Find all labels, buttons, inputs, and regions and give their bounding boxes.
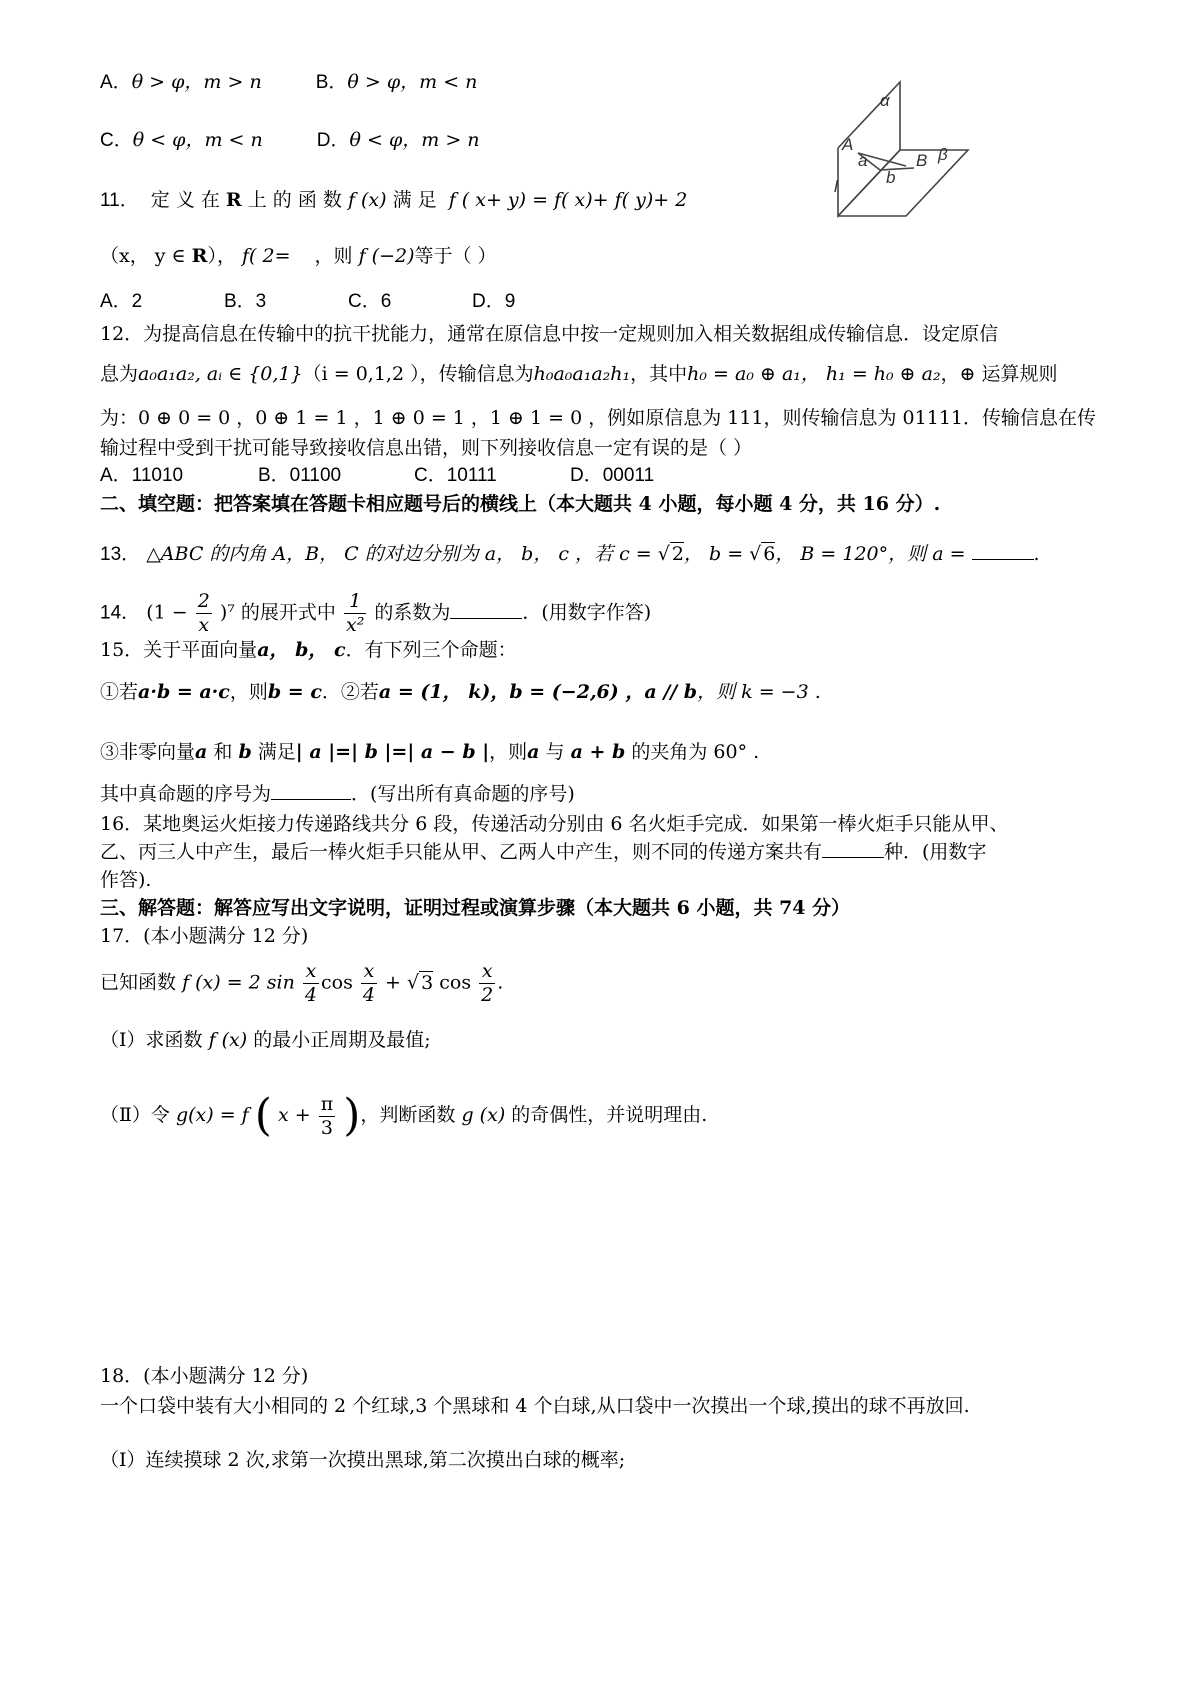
q15-p3-d: b (238, 741, 252, 763)
q11-fx: f (x) (347, 189, 387, 211)
q17-dot: . (497, 971, 504, 994)
q14-frac2-num: 1 (344, 592, 366, 614)
q11-f2: f( 2= (242, 245, 291, 267)
figure-B: B (916, 151, 928, 170)
q17-heading: 17．(本小题满分 12 分) (100, 925, 309, 947)
q13-line: 13． △ABC 的内角 A，B， C 的对边分别为 a， b， c ，若 c = √ 2， b = √ 6， B = 120°，则 a = . (100, 543, 1040, 565)
q16-text-a: 乙、丙三人中产生，最后一棒火炬手只能从甲、乙两人中产生，则不同的传递方案共有 (100, 841, 823, 863)
figure-beta: β (938, 145, 948, 164)
q12-line4: 输过程中受到干扰可能导致接收信息出错，则下列接收信息一定有误的是（ ） (100, 437, 753, 459)
q15-p3-i: 与 (545, 741, 565, 763)
q15-p3-f: | a |=| b |=| a − b | (295, 741, 490, 763)
q10-options-row2 (100, 126, 480, 155)
dihedral-angle-figure (828, 80, 978, 230)
q15-text-a: 15．关于平面向量 (100, 639, 258, 661)
q12-text-e: ，其中 (630, 363, 688, 385)
q14-post: )⁷ (219, 601, 235, 624)
q14-frac-den: x (198, 614, 210, 636)
q12-line2 (100, 360, 1058, 388)
q17-frac-pi3 (319, 1092, 336, 1139)
q10-optB: θ > φ，m < n (347, 71, 478, 93)
q11-line2 (100, 242, 497, 270)
q17-part2-d: ，判断函数 (360, 1104, 456, 1126)
q10-optD: θ < φ，m > n (349, 129, 480, 151)
q11-equation: f ( x+ y) = f( x)+ f( y)+ 2 (448, 189, 688, 211)
section-2-heading: 二、填空题：把答案填在答题卡相应题号后的横线上（本大题共 4 小题，每小题 4 分，共 16 分）. (100, 493, 941, 515)
q10-options-row1 (100, 68, 477, 97)
q14-frac-num: 2 (197, 590, 210, 612)
q12-optA: A．11010 (100, 465, 184, 486)
q10-optA: θ > φ，m > n (131, 71, 262, 93)
q17-part2: （Ⅱ）令 g(x) = f ( x + $\frac{\pi}{3}$ )，判断函数 g (x) 的奇偶性，并说明理由. (100, 1090, 708, 1141)
q17-frac-den: 4 (304, 984, 318, 1006)
q14-mid: 的展开式中 (240, 601, 336, 624)
q11-text-f: ，则 (314, 245, 353, 267)
q15-p1: ①若 (100, 681, 139, 703)
q14-number: 14． (100, 602, 141, 624)
q16-line1: 16．某地奥运火炬接力传递路线共分 6 段，传递活动分别由 6 名火炬手完成．如果第一棒火炬手只能从甲、 (100, 813, 1009, 835)
q17-given: 已知函数 f (x) = 2 sin $\frac{x}{4}$ cos $\frac{x}{4}$ + √ 3 cos $\frac{x}{2}$ . (100, 960, 504, 1006)
q13-b-value: 6 (763, 543, 776, 565)
figure-alpha: α (880, 91, 890, 110)
q11-optB: B．3 (224, 291, 267, 312)
q17-frac-den: 4 (362, 984, 375, 1006)
q11-f-minus2: f (−2) (358, 245, 415, 267)
q11-number: 11． (100, 190, 139, 211)
q15-line4 (100, 780, 575, 808)
q11-text-c: 满 足 (392, 189, 437, 211)
q17-given-a: 已知函数 (100, 971, 177, 994)
q17-cos: cos (321, 971, 353, 994)
q17-frac-den: 2 (481, 984, 494, 1006)
q11-R2: R (191, 245, 208, 267)
q17-part2-a: （Ⅱ）令 (100, 1104, 170, 1126)
q13-text: △ABC 的内角 A，B， C 的对边分别为 a， b， c ，若 (146, 543, 614, 565)
q12-text-a: 息为 (100, 363, 139, 385)
q14-frac2 (344, 592, 366, 635)
q11-optA: A．2 (100, 291, 143, 312)
q12-original-info: a₀a₁a₂, aᵢ ∈ {0,1} (138, 363, 303, 385)
q15-p3-g: ，则 (489, 741, 528, 763)
q12-text-c: （i = 0,1,2 ），传输信息为 (302, 363, 534, 385)
q15-p3-j: a + b (570, 741, 626, 763)
q17-fx-def: f (x) = 2 sin (182, 971, 295, 994)
q13-c-eq: c = (619, 543, 652, 565)
q14-frac (196, 592, 212, 635)
q15-p2-b: b = (−2,6) ， (509, 681, 645, 703)
q15-line4-b: ．(写出所有真命题的序号) (351, 783, 575, 805)
q15-p3-k: 的夹角为 60° . (631, 741, 760, 763)
section-3-heading: 三、解答题：解答应写出文字说明，证明过程或演算步骤（本大题共 6 小题，共 74 分） (100, 897, 851, 919)
q12-optB: B．01100 (258, 465, 342, 486)
q14-frac2-den: x² (345, 614, 365, 636)
figure-b: b (886, 168, 896, 187)
q13-number: 13． (100, 544, 141, 565)
q15-p1-c: b = c (267, 681, 322, 703)
q14-pre: (1 − (146, 601, 188, 624)
q12-line1: 12．为提高信息在传输中的抗干扰能力，通常在原信息中按一定规则加入相关数据组成传输信息．设定原信 (100, 323, 999, 345)
figure-l: l (834, 177, 838, 196)
q11-text-g: 等于（ ） (414, 245, 497, 267)
q10-optD-label: D． (316, 130, 350, 151)
q10-optB-label: B． (315, 72, 348, 93)
q12-h-def: h₀ = a₀ ⊕ a₁， h₁ = h₀ ⊕ a₂ (687, 363, 941, 385)
q17-part1-b: f (x) (208, 1029, 248, 1051)
q15-answer-blank[interactable] (271, 781, 351, 800)
q15-p1-d: ．②若 (321, 681, 379, 703)
q15-text-c: ．有下列三个命题： (345, 639, 517, 661)
q10-optC-label: C． (100, 130, 133, 151)
q13-tail: ，则 a = (888, 543, 966, 565)
q15-line1 (100, 636, 517, 664)
q12-text-g: ，⊕ 运算规则 (940, 363, 1058, 385)
q17-part2-e: g (x) (461, 1104, 506, 1126)
q11-optD: D．9 (472, 291, 516, 312)
q12-optC: C．10111 (414, 465, 497, 486)
q12-optD: D．00011 (570, 465, 655, 486)
q11-line1 (100, 186, 687, 215)
q17-frac-x2 (479, 962, 495, 1005)
q11-R: R (225, 189, 242, 211)
q11-options (100, 288, 515, 316)
q15-p2-d: ，则 k = −3 . (697, 681, 821, 703)
q11-text-d: （x， y ∈ (100, 245, 186, 267)
q10-optA-label: A． (100, 72, 132, 93)
q13-B-eq: ， B = 120° (775, 543, 889, 565)
q17-cos2: cos (439, 971, 472, 994)
q17-frac-x4-a (303, 962, 319, 1005)
q15-line3 (100, 738, 759, 766)
q15-p3-a: ③非零向量 (100, 741, 196, 763)
q17-part1-a: （Ⅰ）求函数 (100, 1029, 203, 1051)
q12-transmit-info: h₀a₀a₁a₂h₁ (533, 363, 631, 385)
q12-options (100, 462, 654, 490)
q16-line3: 作答). (100, 869, 152, 891)
q17-three: 3 (320, 1116, 333, 1139)
q17-pi: π (320, 1092, 334, 1115)
q11-text-e: ）， (207, 245, 236, 267)
q14-line (100, 592, 651, 635)
q15-p3-e: 满足 (257, 741, 296, 763)
q18-part1: （Ⅰ）连续摸球 2 次,求第一次摸出黑球,第二次摸出白球的概率; (100, 1449, 626, 1471)
q17-part2-f: 的奇偶性，并说明理由. (511, 1104, 708, 1126)
q11-text-b: 上 的 函 数 (247, 189, 342, 211)
q13-c-value: 2 (671, 543, 684, 565)
q17-part1-c: 的最小正周期及最值; (253, 1029, 431, 1051)
q15-line2 (100, 678, 821, 706)
figure-A: A (842, 135, 854, 154)
q15-p2-a: a = (1， k)， (378, 681, 510, 703)
q15-p3-b: a (195, 741, 208, 763)
q17-frac-num: x (361, 962, 377, 984)
q15-p2-c: a // b (644, 681, 698, 703)
q12-line3: 为：0 ⊕ 0 = 0 ，0 ⊕ 1 = 1 ，1 ⊕ 0 = 1 ，1 ⊕ 1 = 0 ，例如原信息为 111，则传输信息为 01111．传输信息在传 (100, 407, 1096, 429)
q16-text-b: 种．(用数字 (884, 841, 987, 863)
figure-a: a (858, 151, 868, 170)
q17-plus: + (385, 971, 401, 994)
q15-p1-eq: a·b = a·c (138, 681, 230, 703)
q17-frac-x4-b (361, 962, 377, 1005)
q13-b-eq: ， b = (683, 543, 744, 565)
q11-optC: C．6 (348, 291, 392, 312)
q17-frac-num: x (303, 962, 319, 984)
q15-vectors: a， b， c (257, 639, 346, 661)
q14-tail: 的系数为 (374, 601, 451, 624)
q15-p3-c: 和 (213, 741, 233, 763)
q18-line1: 一个口袋中装有大小相同的 2 个红球,3 个黑球和 4 个白球,从口袋中一次摸出一个球,摸出的球不再放回. (100, 1395, 970, 1417)
q14-answer-blank[interactable] (450, 600, 522, 619)
q14-end: ．(用数字作答) (522, 601, 652, 624)
q17-part2-b: g(x) = f (175, 1104, 249, 1126)
q17-part1 (100, 1026, 431, 1054)
q17-sqrt3: 3 (421, 971, 434, 994)
q15-line4-a: 其中真命题的序号为 (100, 783, 272, 805)
q10-optC: θ < φ，m < n (132, 129, 263, 151)
q15-p1-b: ，则 (229, 681, 268, 703)
q17-part2-c: x + (277, 1104, 311, 1126)
q18-heading: 18．(本小题满分 12 分) (100, 1365, 309, 1387)
q16-line2 (100, 838, 986, 866)
q16-answer-blank[interactable] (822, 839, 884, 858)
q17-frac-num: x (479, 962, 495, 984)
q11-text-a: 定 义 在 (150, 189, 220, 211)
q15-p3-h: a (527, 741, 540, 763)
q13-answer-blank[interactable] (972, 541, 1034, 560)
